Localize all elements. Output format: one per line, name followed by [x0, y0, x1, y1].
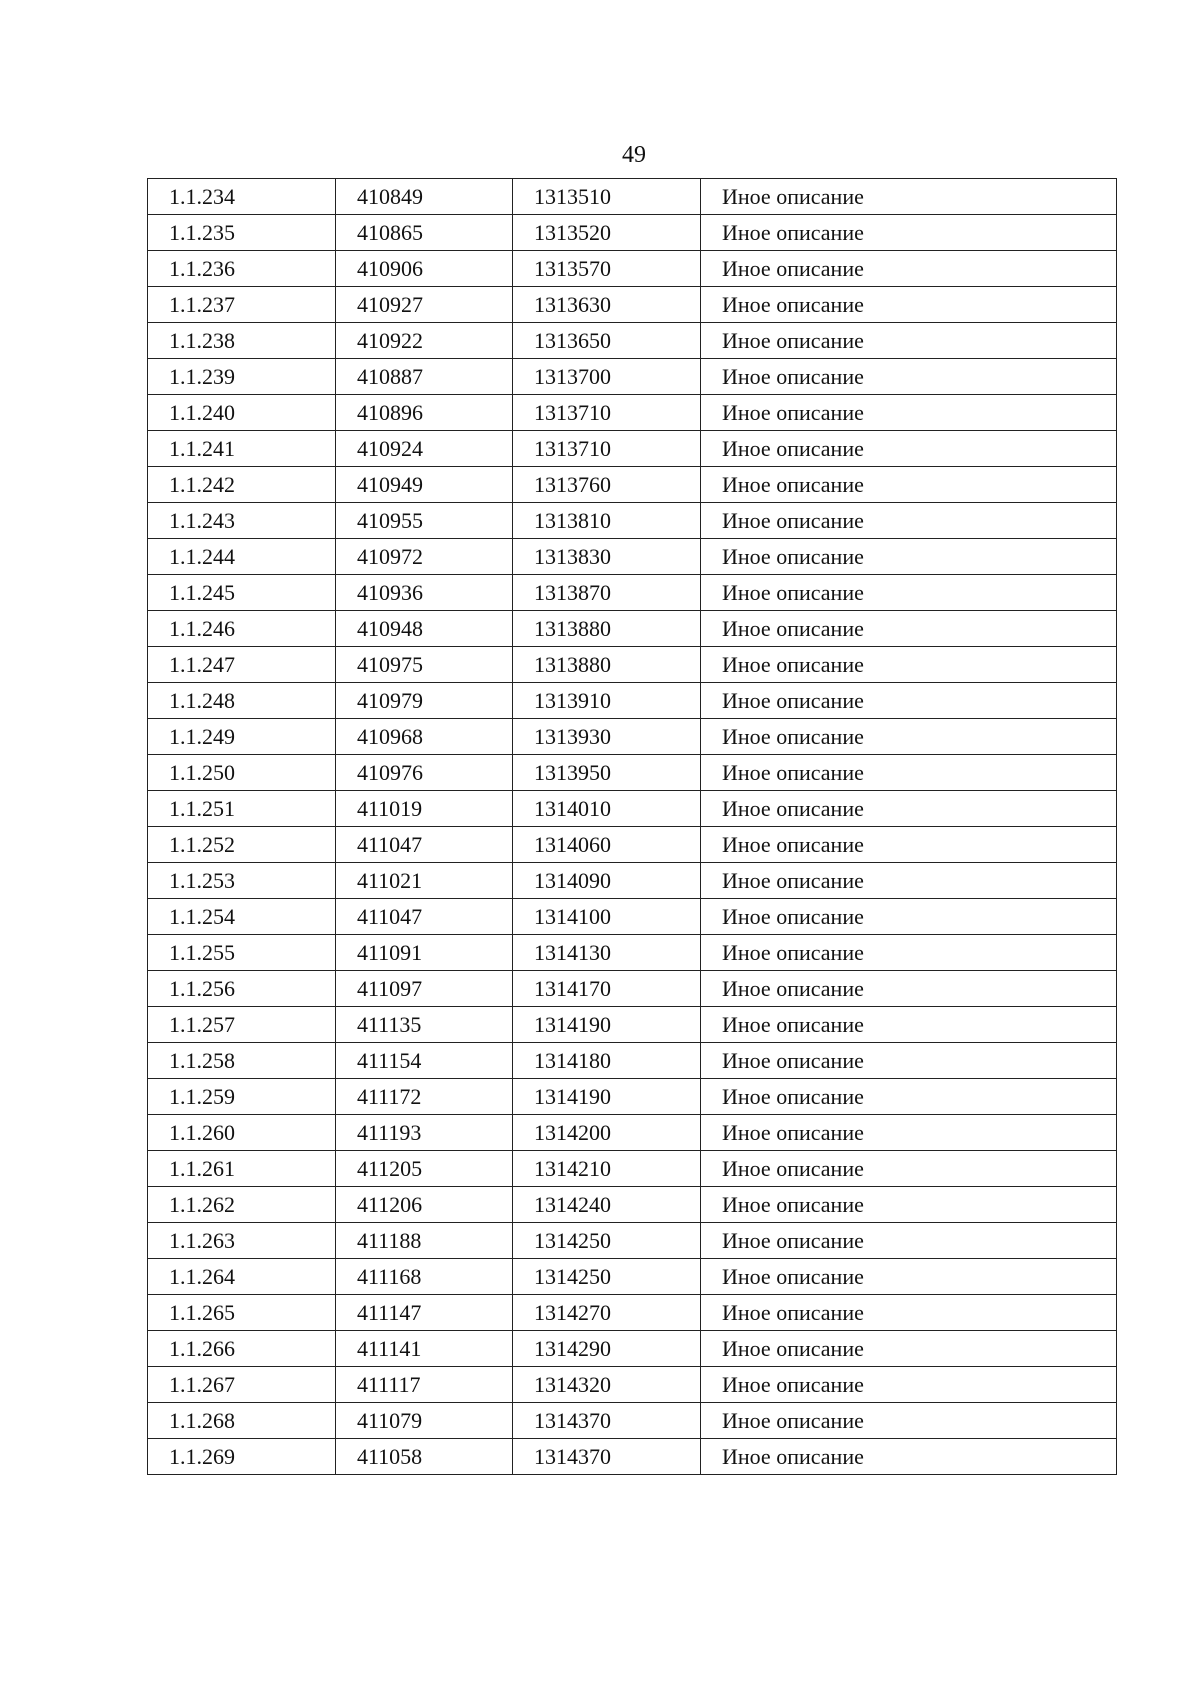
description-cell: Иное описание — [701, 647, 1117, 683]
point-number-cell: 1.1.240 — [148, 395, 336, 431]
table-row — [148, 899, 1117, 935]
point-number-cell: 1.1.250 — [148, 755, 336, 791]
table-row — [148, 251, 1117, 287]
coordinates-table — [147, 178, 1117, 1475]
x-coordinate-cell: 411193 — [336, 1115, 513, 1151]
point-number-cell: 1.1.264 — [148, 1259, 336, 1295]
description-cell: Иное описание — [701, 755, 1117, 791]
description-cell: Иное описание — [701, 899, 1117, 935]
point-number-cell: 1.1.267 — [148, 1367, 336, 1403]
table-row — [148, 323, 1117, 359]
y-coordinate-cell: 1314240 — [513, 1187, 701, 1223]
point-number-cell: 1.1.246 — [148, 611, 336, 647]
y-coordinate-cell: 1313910 — [513, 683, 701, 719]
table-row — [148, 1043, 1117, 1079]
description-cell: Иное описание — [701, 1223, 1117, 1259]
table-row — [148, 1367, 1117, 1403]
point-number-cell: 1.1.251 — [148, 791, 336, 827]
table-row — [148, 827, 1117, 863]
x-coordinate-cell: 410887 — [336, 359, 513, 395]
y-coordinate-cell: 1313710 — [513, 395, 701, 431]
coordinates-table-wrapper — [147, 178, 1117, 1475]
table-row — [148, 575, 1117, 611]
y-coordinate-cell: 1313950 — [513, 755, 701, 791]
x-coordinate-cell: 411117 — [336, 1367, 513, 1403]
point-number-cell: 1.1.256 — [148, 971, 336, 1007]
table-row — [148, 395, 1117, 431]
table-row — [148, 1439, 1117, 1475]
description-cell: Иное описание — [701, 971, 1117, 1007]
x-coordinate-cell: 411047 — [336, 827, 513, 863]
x-coordinate-cell: 411172 — [336, 1079, 513, 1115]
point-number-cell: 1.1.260 — [148, 1115, 336, 1151]
point-number-cell: 1.1.254 — [148, 899, 336, 935]
y-coordinate-cell: 1314290 — [513, 1331, 701, 1367]
x-coordinate-cell: 411141 — [336, 1331, 513, 1367]
x-coordinate-cell: 411147 — [336, 1295, 513, 1331]
x-coordinate-cell: 410979 — [336, 683, 513, 719]
description-cell: Иное описание — [701, 611, 1117, 647]
table-row — [148, 1115, 1117, 1151]
description-cell: Иное описание — [701, 1007, 1117, 1043]
description-cell: Иное описание — [701, 179, 1117, 215]
point-number-cell: 1.1.248 — [148, 683, 336, 719]
point-number-cell: 1.1.247 — [148, 647, 336, 683]
description-cell: Иное описание — [701, 395, 1117, 431]
x-coordinate-cell: 410906 — [336, 251, 513, 287]
point-number-cell: 1.1.262 — [148, 1187, 336, 1223]
table-row — [148, 647, 1117, 683]
y-coordinate-cell: 1314090 — [513, 863, 701, 899]
y-coordinate-cell: 1313810 — [513, 503, 701, 539]
description-cell: Иное описание — [701, 1331, 1117, 1367]
y-coordinate-cell: 1314250 — [513, 1223, 701, 1259]
table-row — [148, 755, 1117, 791]
x-coordinate-cell: 411205 — [336, 1151, 513, 1187]
x-coordinate-cell: 410976 — [336, 755, 513, 791]
x-coordinate-cell: 411047 — [336, 899, 513, 935]
table-row — [148, 1187, 1117, 1223]
table-row — [148, 1403, 1117, 1439]
description-cell: Иное описание — [701, 1187, 1117, 1223]
table-row — [148, 1007, 1117, 1043]
y-coordinate-cell: 1313570 — [513, 251, 701, 287]
point-number-cell: 1.1.244 — [148, 539, 336, 575]
point-number-cell: 1.1.237 — [148, 287, 336, 323]
y-coordinate-cell: 1314170 — [513, 971, 701, 1007]
point-number-cell: 1.1.255 — [148, 935, 336, 971]
table-row — [148, 719, 1117, 755]
point-number-cell: 1.1.253 — [148, 863, 336, 899]
description-cell: Иное описание — [701, 791, 1117, 827]
table-row — [148, 431, 1117, 467]
x-coordinate-cell: 411154 — [336, 1043, 513, 1079]
point-number-cell: 1.1.238 — [148, 323, 336, 359]
y-coordinate-cell: 1314100 — [513, 899, 701, 935]
table-body — [148, 179, 1117, 1475]
y-coordinate-cell: 1313630 — [513, 287, 701, 323]
description-cell: Иное описание — [701, 323, 1117, 359]
y-coordinate-cell: 1313700 — [513, 359, 701, 395]
description-cell: Иное описание — [701, 935, 1117, 971]
table-row — [148, 683, 1117, 719]
point-number-cell: 1.1.257 — [148, 1007, 336, 1043]
x-coordinate-cell: 410949 — [336, 467, 513, 503]
y-coordinate-cell: 1314320 — [513, 1367, 701, 1403]
x-coordinate-cell: 411097 — [336, 971, 513, 1007]
x-coordinate-cell: 410972 — [336, 539, 513, 575]
description-cell: Иное описание — [701, 1115, 1117, 1151]
description-cell: Иное описание — [701, 1079, 1117, 1115]
x-coordinate-cell: 410927 — [336, 287, 513, 323]
table-row — [148, 1295, 1117, 1331]
y-coordinate-cell: 1313880 — [513, 647, 701, 683]
description-cell: Иное описание — [701, 431, 1117, 467]
description-cell: Иное описание — [701, 1259, 1117, 1295]
table-row — [148, 1331, 1117, 1367]
x-coordinate-cell: 410849 — [336, 179, 513, 215]
x-coordinate-cell: 410975 — [336, 647, 513, 683]
point-number-cell: 1.1.245 — [148, 575, 336, 611]
y-coordinate-cell: 1313650 — [513, 323, 701, 359]
table-row — [148, 971, 1117, 1007]
y-coordinate-cell: 1314210 — [513, 1151, 701, 1187]
y-coordinate-cell: 1314370 — [513, 1439, 701, 1475]
y-coordinate-cell: 1314190 — [513, 1079, 701, 1115]
point-number-cell: 1.1.259 — [148, 1079, 336, 1115]
description-cell: Иное описание — [701, 287, 1117, 323]
y-coordinate-cell: 1314190 — [513, 1007, 701, 1043]
x-coordinate-cell: 410924 — [336, 431, 513, 467]
description-cell: Иное описание — [701, 683, 1117, 719]
point-number-cell: 1.1.252 — [148, 827, 336, 863]
table-row — [148, 359, 1117, 395]
description-cell: Иное описание — [701, 359, 1117, 395]
table-row — [148, 1079, 1117, 1115]
y-coordinate-cell: 1313510 — [513, 179, 701, 215]
table-row — [148, 611, 1117, 647]
page-number: 49 — [622, 142, 646, 168]
y-coordinate-cell: 1313880 — [513, 611, 701, 647]
description-cell: Иное описание — [701, 827, 1117, 863]
table-row — [148, 503, 1117, 539]
x-coordinate-cell: 410968 — [336, 719, 513, 755]
y-coordinate-cell: 1313760 — [513, 467, 701, 503]
x-coordinate-cell: 411019 — [336, 791, 513, 827]
x-coordinate-cell: 411021 — [336, 863, 513, 899]
y-coordinate-cell: 1313520 — [513, 215, 701, 251]
description-cell: Иное описание — [701, 575, 1117, 611]
y-coordinate-cell: 1313710 — [513, 431, 701, 467]
y-coordinate-cell: 1314370 — [513, 1403, 701, 1439]
point-number-cell: 1.1.266 — [148, 1331, 336, 1367]
point-number-cell: 1.1.236 — [148, 251, 336, 287]
table-row — [148, 791, 1117, 827]
description-cell: Иное описание — [701, 251, 1117, 287]
point-number-cell: 1.1.235 — [148, 215, 336, 251]
table-row — [148, 863, 1117, 899]
x-coordinate-cell: 411168 — [336, 1259, 513, 1295]
point-number-cell: 1.1.263 — [148, 1223, 336, 1259]
table-row — [148, 215, 1117, 251]
x-coordinate-cell: 411079 — [336, 1403, 513, 1439]
point-number-cell: 1.1.268 — [148, 1403, 336, 1439]
point-number-cell: 1.1.269 — [148, 1439, 336, 1475]
point-number-cell: 1.1.261 — [148, 1151, 336, 1187]
description-cell: Иное описание — [701, 1151, 1117, 1187]
x-coordinate-cell: 410865 — [336, 215, 513, 251]
table-row — [148, 287, 1117, 323]
table-row — [148, 935, 1117, 971]
y-coordinate-cell: 1313870 — [513, 575, 701, 611]
x-coordinate-cell: 410922 — [336, 323, 513, 359]
description-cell: Иное описание — [701, 1439, 1117, 1475]
description-cell: Иное описание — [701, 1295, 1117, 1331]
y-coordinate-cell: 1314010 — [513, 791, 701, 827]
point-number-cell: 1.1.243 — [148, 503, 336, 539]
x-coordinate-cell: 410936 — [336, 575, 513, 611]
x-coordinate-cell: 410955 — [336, 503, 513, 539]
description-cell: Иное описание — [701, 1403, 1117, 1439]
description-cell: Иное описание — [701, 467, 1117, 503]
table-row — [148, 1151, 1117, 1187]
point-number-cell: 1.1.234 — [148, 179, 336, 215]
point-number-cell: 1.1.239 — [148, 359, 336, 395]
table-row — [148, 179, 1117, 215]
description-cell: Иное описание — [701, 539, 1117, 575]
y-coordinate-cell: 1314130 — [513, 935, 701, 971]
table-row — [148, 467, 1117, 503]
y-coordinate-cell: 1314270 — [513, 1295, 701, 1331]
description-cell: Иное описание — [701, 1367, 1117, 1403]
y-coordinate-cell: 1313930 — [513, 719, 701, 755]
y-coordinate-cell: 1314180 — [513, 1043, 701, 1079]
description-cell: Иное описание — [701, 215, 1117, 251]
x-coordinate-cell: 410896 — [336, 395, 513, 431]
y-coordinate-cell: 1313830 — [513, 539, 701, 575]
table-row — [148, 1259, 1117, 1295]
point-number-cell: 1.1.258 — [148, 1043, 336, 1079]
x-coordinate-cell: 411091 — [336, 935, 513, 971]
x-coordinate-cell: 411135 — [336, 1007, 513, 1043]
point-number-cell: 1.1.265 — [148, 1295, 336, 1331]
table-row — [148, 1223, 1117, 1259]
point-number-cell: 1.1.249 — [148, 719, 336, 755]
y-coordinate-cell: 1314200 — [513, 1115, 701, 1151]
y-coordinate-cell: 1314060 — [513, 827, 701, 863]
y-coordinate-cell: 1314250 — [513, 1259, 701, 1295]
x-coordinate-cell: 411188 — [336, 1223, 513, 1259]
description-cell: Иное описание — [701, 503, 1117, 539]
x-coordinate-cell: 410948 — [336, 611, 513, 647]
description-cell: Иное описание — [701, 719, 1117, 755]
description-cell: Иное описание — [701, 863, 1117, 899]
description-cell: Иное описание — [701, 1043, 1117, 1079]
point-number-cell: 1.1.241 — [148, 431, 336, 467]
table-row — [148, 539, 1117, 575]
x-coordinate-cell: 411058 — [336, 1439, 513, 1475]
x-coordinate-cell: 411206 — [336, 1187, 513, 1223]
point-number-cell: 1.1.242 — [148, 467, 336, 503]
